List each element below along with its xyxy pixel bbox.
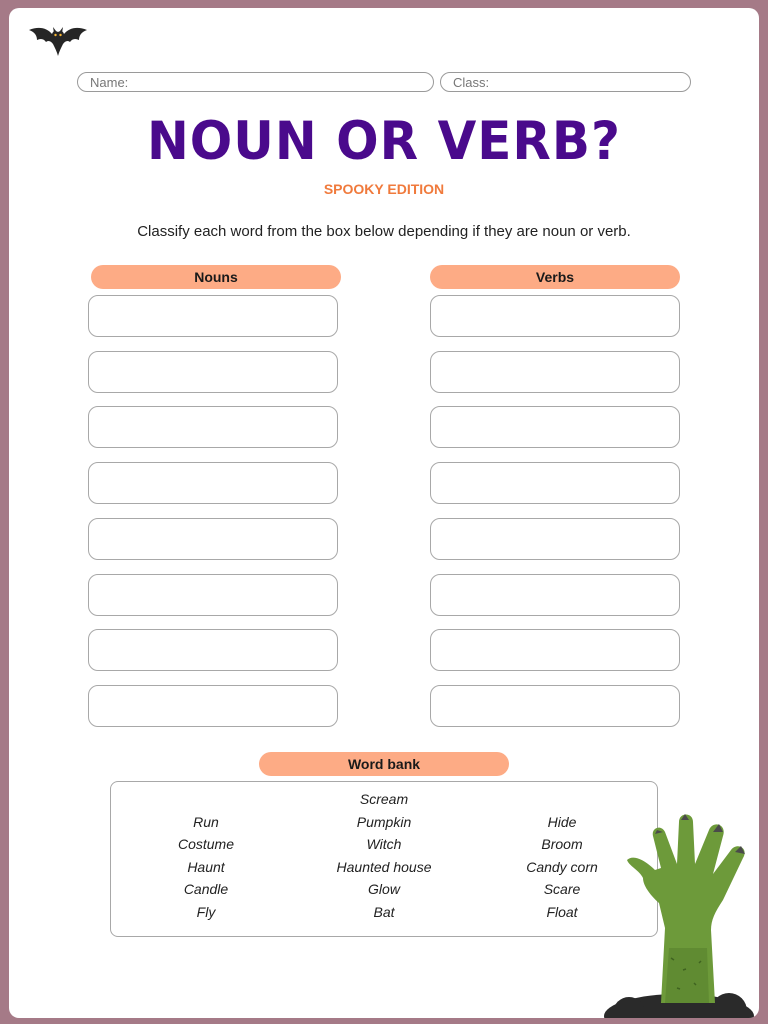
- verb-answer-box[interactable]: [430, 406, 680, 448]
- word-bank-item: Scream: [359, 791, 409, 807]
- name-label: Name:: [90, 75, 129, 90]
- class-label: Class:: [453, 75, 490, 90]
- word-bank-item: Scare: [543, 881, 581, 897]
- word-bank-item: Pumpkin: [356, 814, 412, 830]
- noun-answer-box[interactable]: [88, 574, 338, 616]
- worksheet-page: [9, 8, 759, 1018]
- word-bank-item: Candy corn: [526, 859, 598, 875]
- verb-answer-box[interactable]: [430, 518, 680, 560]
- noun-answer-box[interactable]: [88, 406, 338, 448]
- verb-answer-box[interactable]: [430, 574, 680, 616]
- instructions-text: Classify each word from the box below depending if they are noun or verb.: [137, 223, 631, 240]
- verb-answer-box[interactable]: [430, 351, 680, 393]
- word-bank-item: Broom: [541, 836, 583, 852]
- noun-answer-box[interactable]: [88, 685, 338, 727]
- verbs-header: Verbs: [430, 265, 680, 289]
- zombie-hand-illustration: [599, 808, 759, 1018]
- word-bank-item: Float: [546, 904, 578, 920]
- word-bank-item: Bat: [373, 904, 395, 920]
- verb-answer-box[interactable]: [430, 462, 680, 504]
- word-bank-item: Hide: [547, 814, 577, 830]
- word-bank-item: Haunted house: [336, 859, 432, 875]
- noun-answer-box[interactable]: [88, 351, 338, 393]
- word-bank-item: Witch: [366, 836, 402, 852]
- word-bank-item: Run: [193, 814, 219, 830]
- verb-answer-box[interactable]: [430, 629, 680, 671]
- noun-answer-box[interactable]: [88, 629, 338, 671]
- page-title: NOUN OR VERB?: [146, 110, 622, 172]
- word-bank-item: Glow: [368, 881, 400, 897]
- verb-answer-box[interactable]: [430, 685, 680, 727]
- word-bank-header: Word bank: [259, 752, 509, 776]
- noun-answer-box[interactable]: [88, 518, 338, 560]
- word-bank-item: Candle: [183, 881, 229, 897]
- noun-answer-box[interactable]: [88, 462, 338, 504]
- page-subtitle: SPOOKY EDITION: [323, 181, 445, 197]
- word-bank-box: [110, 781, 658, 937]
- name-field[interactable]: [77, 72, 434, 92]
- word-bank-item: Haunt: [187, 859, 225, 875]
- bat-icon: [27, 22, 89, 60]
- nouns-header: Nouns: [91, 265, 341, 289]
- word-bank-item: Costume: [177, 836, 235, 852]
- word-bank-item: Fly: [196, 904, 216, 920]
- class-field[interactable]: [440, 72, 691, 92]
- noun-answer-box[interactable]: [88, 295, 338, 337]
- verb-answer-box[interactable]: [430, 295, 680, 337]
